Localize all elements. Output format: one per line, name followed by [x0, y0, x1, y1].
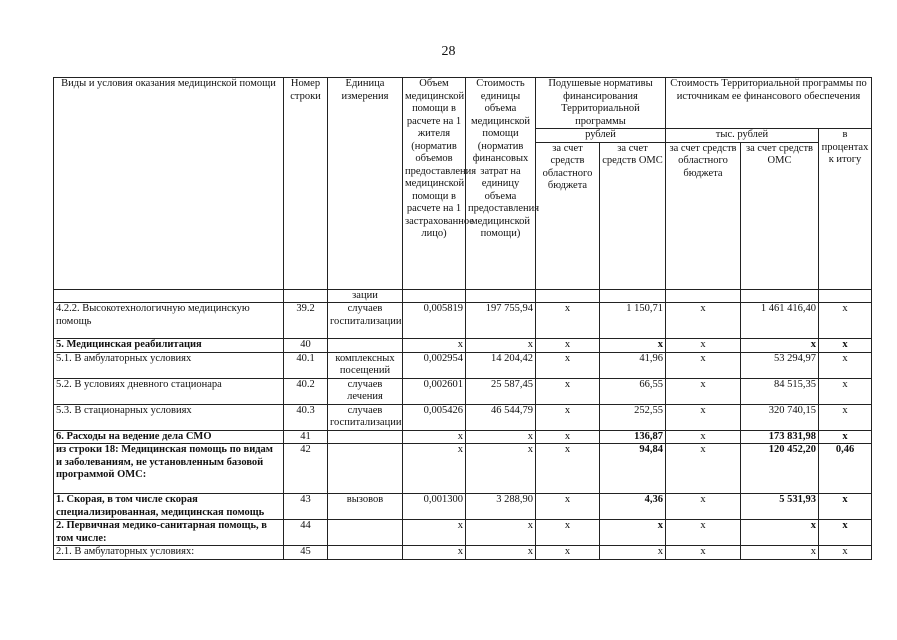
- table-row: [54, 430, 872, 444]
- row-percent: х: [819, 378, 872, 404]
- row-volume: х: [403, 520, 466, 546]
- row-percapita-oms: 4,36: [600, 494, 666, 520]
- row-unit: случаев госпитализации: [328, 303, 403, 339]
- row-volume: 0,005819: [403, 303, 466, 339]
- row-cost: 14 204,42: [466, 352, 536, 378]
- table-row: [54, 303, 872, 339]
- row-cost: х: [466, 444, 536, 494]
- row-percent: х: [819, 303, 872, 339]
- row-unit: [328, 520, 403, 546]
- row-name: 5. Медицинская реабилитация: [54, 339, 284, 353]
- row-percapita-oms: 1 150,71: [600, 303, 666, 339]
- row-cost: х: [466, 546, 536, 560]
- header-unit: Единица измерения: [328, 78, 403, 290]
- row-territorial-regional: х: [666, 494, 741, 520]
- row-territorial-oms: 320 740,15: [741, 404, 819, 430]
- row-name: 2.1. В амбулаторных условиях:: [54, 546, 284, 560]
- row-name: из строки 18: Медицинская помощь по видам и заболеваниям, не установленным базовой программой ОМС:: [54, 444, 284, 494]
- row-number: 40: [284, 339, 328, 353]
- table-row: [54, 378, 872, 404]
- row-percent: х: [819, 430, 872, 444]
- carry-over-row: [54, 289, 872, 303]
- row-territorial-oms: 120 452,20: [741, 444, 819, 494]
- header-row-1: [54, 78, 872, 129]
- row-percent: х: [819, 404, 872, 430]
- header-volume: Объем медицинской помощи в расчете на 1 жителя (норматив объемов предоставления медицинской помощи в расчете на 1 застрахованное лицо): [403, 78, 466, 290]
- row-name: 5.1. В амбулаторных условиях: [54, 352, 284, 378]
- carry-over-unit: зации: [328, 289, 403, 303]
- row-cost: 25 587,45: [466, 378, 536, 404]
- row-territorial-oms: 5 531,93: [741, 494, 819, 520]
- row-territorial-regional: х: [666, 404, 741, 430]
- row-percapita-oms: 94,84: [600, 444, 666, 494]
- row-unit: [328, 339, 403, 353]
- header-kind: Виды и условия оказания медицинской помощи: [54, 78, 284, 290]
- row-volume: х: [403, 546, 466, 560]
- row-percapita-oms: 252,55: [600, 404, 666, 430]
- row-unit: вызовов: [328, 494, 403, 520]
- table-row: [54, 494, 872, 520]
- table-row: [54, 339, 872, 353]
- financing-table: [53, 77, 872, 560]
- row-cost: х: [466, 339, 536, 353]
- table-row: [54, 546, 872, 560]
- row-percapita-oms: х: [600, 546, 666, 560]
- row-percapita-oms: х: [600, 520, 666, 546]
- row-unit: [328, 430, 403, 444]
- table-row: [54, 520, 872, 546]
- row-percent: х: [819, 546, 872, 560]
- row-percapita-regional: х: [536, 444, 600, 494]
- header-row-number: Номер строки: [284, 78, 328, 290]
- row-territorial-regional: х: [666, 339, 741, 353]
- row-number: 39.2: [284, 303, 328, 339]
- header-percapita-oms: за счет средств ОМС: [600, 142, 666, 289]
- row-cost: 46 544,79: [466, 404, 536, 430]
- page-number: 28: [441, 44, 456, 59]
- table-row: [54, 352, 872, 378]
- row-territorial-regional: х: [666, 352, 741, 378]
- row-percapita-regional: х: [536, 430, 600, 444]
- row-unit: случаев лечения: [328, 378, 403, 404]
- table-row: [54, 444, 872, 494]
- row-number: 44: [284, 520, 328, 546]
- row-percapita-regional: х: [536, 378, 600, 404]
- row-number: 40.2: [284, 378, 328, 404]
- row-number: 45: [284, 546, 328, 560]
- row-cost: х: [466, 430, 536, 444]
- row-percent: х: [819, 339, 872, 353]
- row-number: 42: [284, 444, 328, 494]
- row-volume: 0,005426: [403, 404, 466, 430]
- header-territorial-oms: за счет средств ОМС: [741, 142, 819, 289]
- header-unit-rubles: рублей: [536, 129, 666, 143]
- header-percapita-regional: за счет средств областного бюджета: [536, 142, 600, 289]
- row-percapita-oms: х: [600, 339, 666, 353]
- row-name: 1. Скорая, в том числе скорая специализированная, медицинская помощь: [54, 494, 284, 520]
- row-unit: случаев госпитализации: [328, 404, 403, 430]
- row-unit: комплексных посещений: [328, 352, 403, 378]
- row-percent: х: [819, 520, 872, 546]
- row-number: 43: [284, 494, 328, 520]
- row-volume: 0,001300: [403, 494, 466, 520]
- row-territorial-oms: х: [741, 339, 819, 353]
- header-cost: Стоимость единицы объема медицинской помощи (норматив финансовых затрат на единицу объема предоставления медицинской помощи): [466, 78, 536, 290]
- row-cost: 3 288,90: [466, 494, 536, 520]
- row-percapita-regional: х: [536, 339, 600, 353]
- row-percapita-regional: х: [536, 494, 600, 520]
- header-percapita-group: Подушевые нормативы финансирования Территориальной программы: [536, 78, 666, 129]
- row-percapita-oms: 41,96: [600, 352, 666, 378]
- table-row: [54, 404, 872, 430]
- row-unit: [328, 444, 403, 494]
- row-volume: х: [403, 444, 466, 494]
- header-percent: в процентах к итогу: [819, 129, 872, 290]
- row-name: 5.2. В условиях дневного стационара: [54, 378, 284, 404]
- row-percapita-regional: х: [536, 546, 600, 560]
- row-volume: х: [403, 339, 466, 353]
- row-territorial-oms: х: [741, 520, 819, 546]
- row-number: 40.1: [284, 352, 328, 378]
- row-percapita-oms: 136,87: [600, 430, 666, 444]
- row-number: 40.3: [284, 404, 328, 430]
- header-unit-thousand: тыс. рублей: [666, 129, 819, 143]
- row-percapita-regional: х: [536, 404, 600, 430]
- row-territorial-regional: х: [666, 546, 741, 560]
- row-cost: 197 755,94: [466, 303, 536, 339]
- row-volume: 0,002954: [403, 352, 466, 378]
- row-percapita-oms: 66,55: [600, 378, 666, 404]
- row-name: 6. Расходы на ведение дела СМО: [54, 430, 284, 444]
- row-percent: х: [819, 352, 872, 378]
- header-territorial-group: Стоимость Территориальной программы по источникам ее финансового обеспечения: [666, 78, 872, 129]
- row-territorial-regional: х: [666, 520, 741, 546]
- row-name: 5.3. В стационарных условиях: [54, 404, 284, 430]
- row-unit: [328, 546, 403, 560]
- row-volume: 0,002601: [403, 378, 466, 404]
- row-territorial-oms: 53 294,97: [741, 352, 819, 378]
- row-territorial-oms: 1 461 416,40: [741, 303, 819, 339]
- row-percapita-regional: х: [536, 352, 600, 378]
- row-territorial-oms: х: [741, 546, 819, 560]
- row-percapita-regional: х: [536, 520, 600, 546]
- row-cost: х: [466, 520, 536, 546]
- row-name: 2. Первичная медико-санитарная помощь, в том числе:: [54, 520, 284, 546]
- row-territorial-regional: х: [666, 430, 741, 444]
- row-territorial-regional: х: [666, 303, 741, 339]
- row-territorial-oms: 173 831,98: [741, 430, 819, 444]
- row-percent: х: [819, 494, 872, 520]
- row-percapita-regional: х: [536, 303, 600, 339]
- row-percent: 0,46: [819, 444, 872, 494]
- row-number: 41: [284, 430, 328, 444]
- row-territorial-oms: 84 515,35: [741, 378, 819, 404]
- row-territorial-regional: х: [666, 378, 741, 404]
- row-volume: х: [403, 430, 466, 444]
- header-territorial-regional: за счет средств областного бюджета: [666, 142, 741, 289]
- row-name: 4.2.2. Высокотехнологичную медицинскую помощь: [54, 303, 284, 339]
- row-territorial-regional: х: [666, 444, 741, 494]
